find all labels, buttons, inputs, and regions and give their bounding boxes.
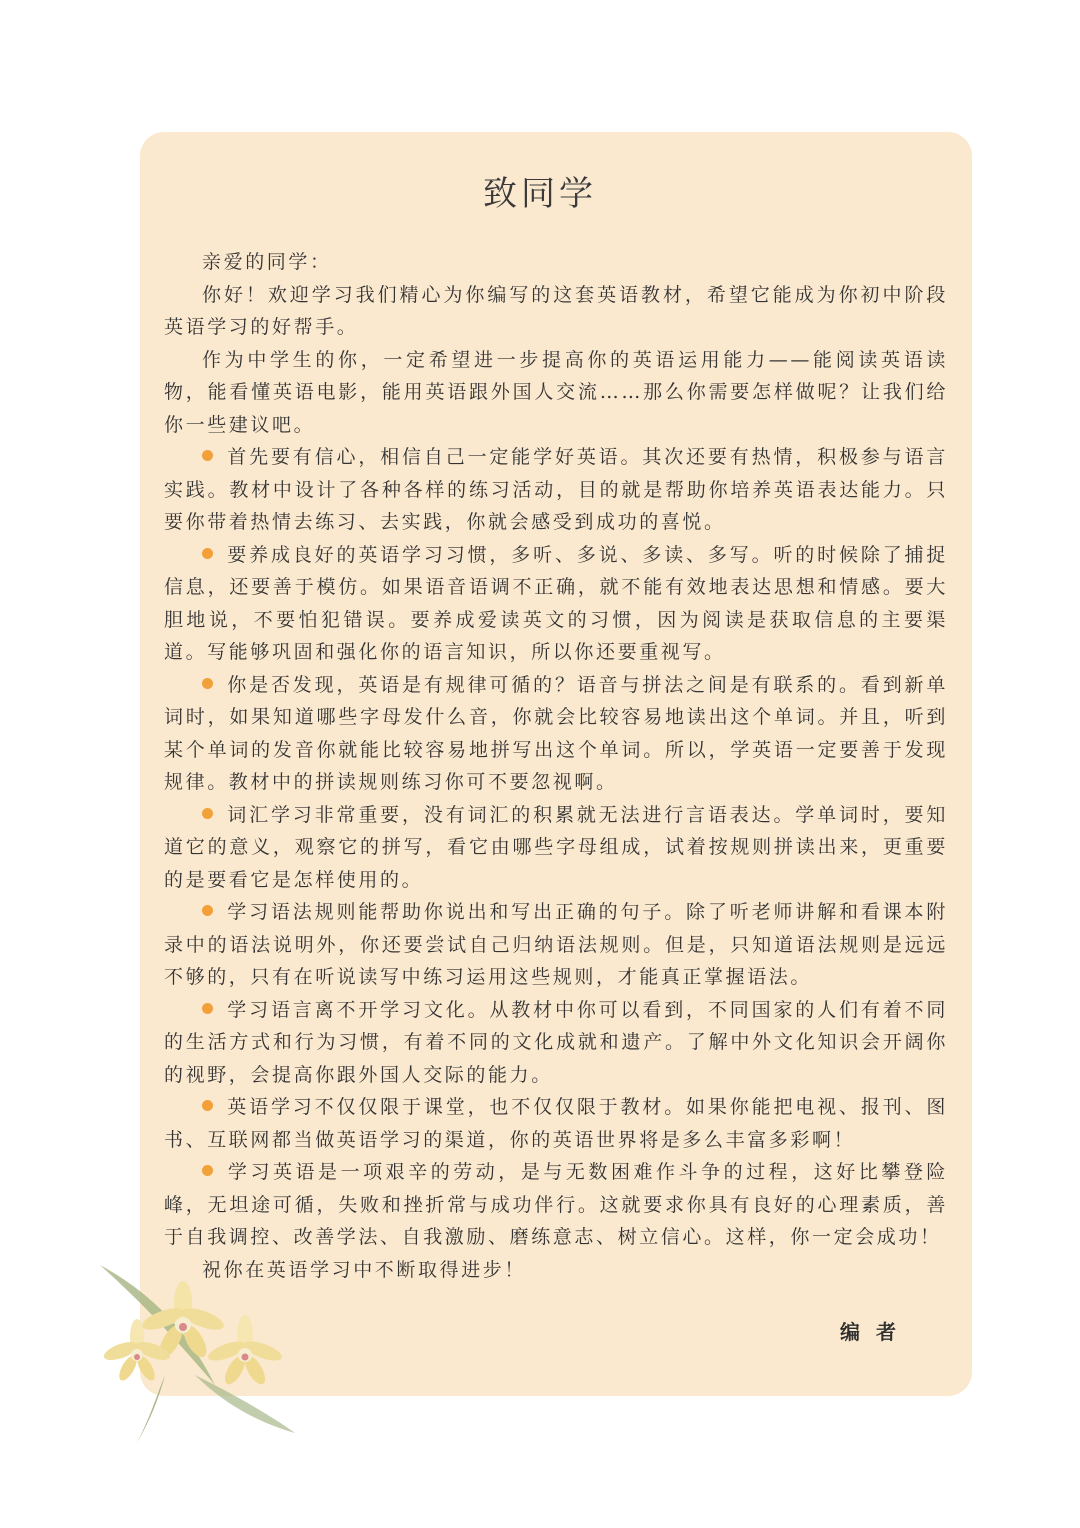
advice-item [164,1091,948,1156]
advice-item [164,669,948,799]
advice-item [164,799,948,897]
advice-item [164,994,948,1092]
advice-text: 学习英语是一项艰辛的劳动，是与无数困难作斗争的过程，这好比攀登险峰，无坦途可循，失败和挫折常与成功伴行。这就要求你具有良好的心理素质，善于自我调控、改善学法、自我激励、磨练意志、树立信心。这样，你一定会成功！ [164,1161,948,1248]
advice-item [164,1156,948,1254]
intro-paragraph: 作为中学生的你，一定希望进一步提高你的英语运用能力——能阅读英语读物，能看懂英语电影，能用英语跟外国人交流……那么你需要怎样做呢？让我们给你一些建议吧。 [164,348,948,436]
advice-text: 英语学习不仅仅限于课堂，也不仅仅限于教材。如果你能把电视、报刊、图书、互联网都当做英语学习的渠道，你的英语世界将是多么丰富多彩啊！ [164,1096,948,1151]
bullet-dot-icon [202,678,213,689]
letter-body [164,246,948,1286]
bullet-dot-icon [202,548,213,559]
bullet-dot-icon [202,1100,213,1111]
advice-item [164,896,948,994]
advice-text: 词汇学习非常重要，没有词汇的积累就无法进行言语表达。学单词时，要知道它的意义，观察它的拼写，看它由哪些字母组成，试着按规则拼读出来，更重要的是要看它是怎样使用的。 [164,803,948,891]
bullet-dot-icon [202,808,213,819]
advice-item [164,539,948,669]
advice-text: 学习语言离不开学习文化。从教材中你可以看到，不同国家的人们有着不同的生活方式和行为习惯，有着不同的文化成就和遗产。了解中外文化知识会开阔你的视野，会提高你跟外国人交际的能力。 [164,998,948,1086]
bullet-dot-icon [202,1165,213,1176]
advice-text: 你是否发现，英语是有规律可循的？语音与拼法之间是有联系的。看到新单词时，如果知道哪些字母发什么音，你就会比较容易地读出这个单词。并且，听到某个单词的发音你就能比较容易地拼写出这个单词。所以，学英语一定要善于发现规律。教材中的拼读规则练习你可不要忽视啊。 [164,673,948,793]
advice-text: 首先要有信心，相信自己一定能学好英语。其次还要有热情，积极参与语言实践。教材中设计了各种各样的练习活动，目的就是帮助你培养英语表达能力。只要你带着热情去练习、去实践，你就会感受到成功的喜悦。 [164,446,948,533]
orchid-flowers-icon [95,1255,305,1445]
bullet-dot-icon [202,1003,213,1014]
closing-line: 祝你在英语学习中不断取得进步！ [202,1258,527,1281]
advice-text: 学习语法规则能帮助你说出和写出正确的句子。除了听老师讲解和看课本附录中的语法说明外，你还要尝试自己归纳语法规则。但是，只知道语法规则是远远不够的，只有在听说读写中练习运用这些规则，才能真正掌握语法。 [164,901,948,988]
advice-item [164,441,948,539]
signature: 编者 [840,1320,912,1344]
bullet-dot-icon [202,450,213,461]
advice-text: 要养成良好的英语学习习惯，多听、多说、多读、多写。听的时候除了捕捉信息，还要善于模仿。如果语音语调不正确，就不能有效地表达思想和情感。要大胆地说，不要怕犯错误。要养成爱读英文的习惯，因为阅读是获取信息的主要渠道。写能够巩固和强化你的语言知识，所以你还要重视写。 [164,543,948,663]
greeting: 亲爱的同学： [202,251,332,273]
page-title: 致同学 [483,174,597,214]
intro-paragraph: 你好！欢迎学习我们精心为你编写的这套英语教材，希望它能成为你初中阶段英语学习的好帮手。 [164,283,948,338]
bullet-dot-icon [202,905,213,916]
